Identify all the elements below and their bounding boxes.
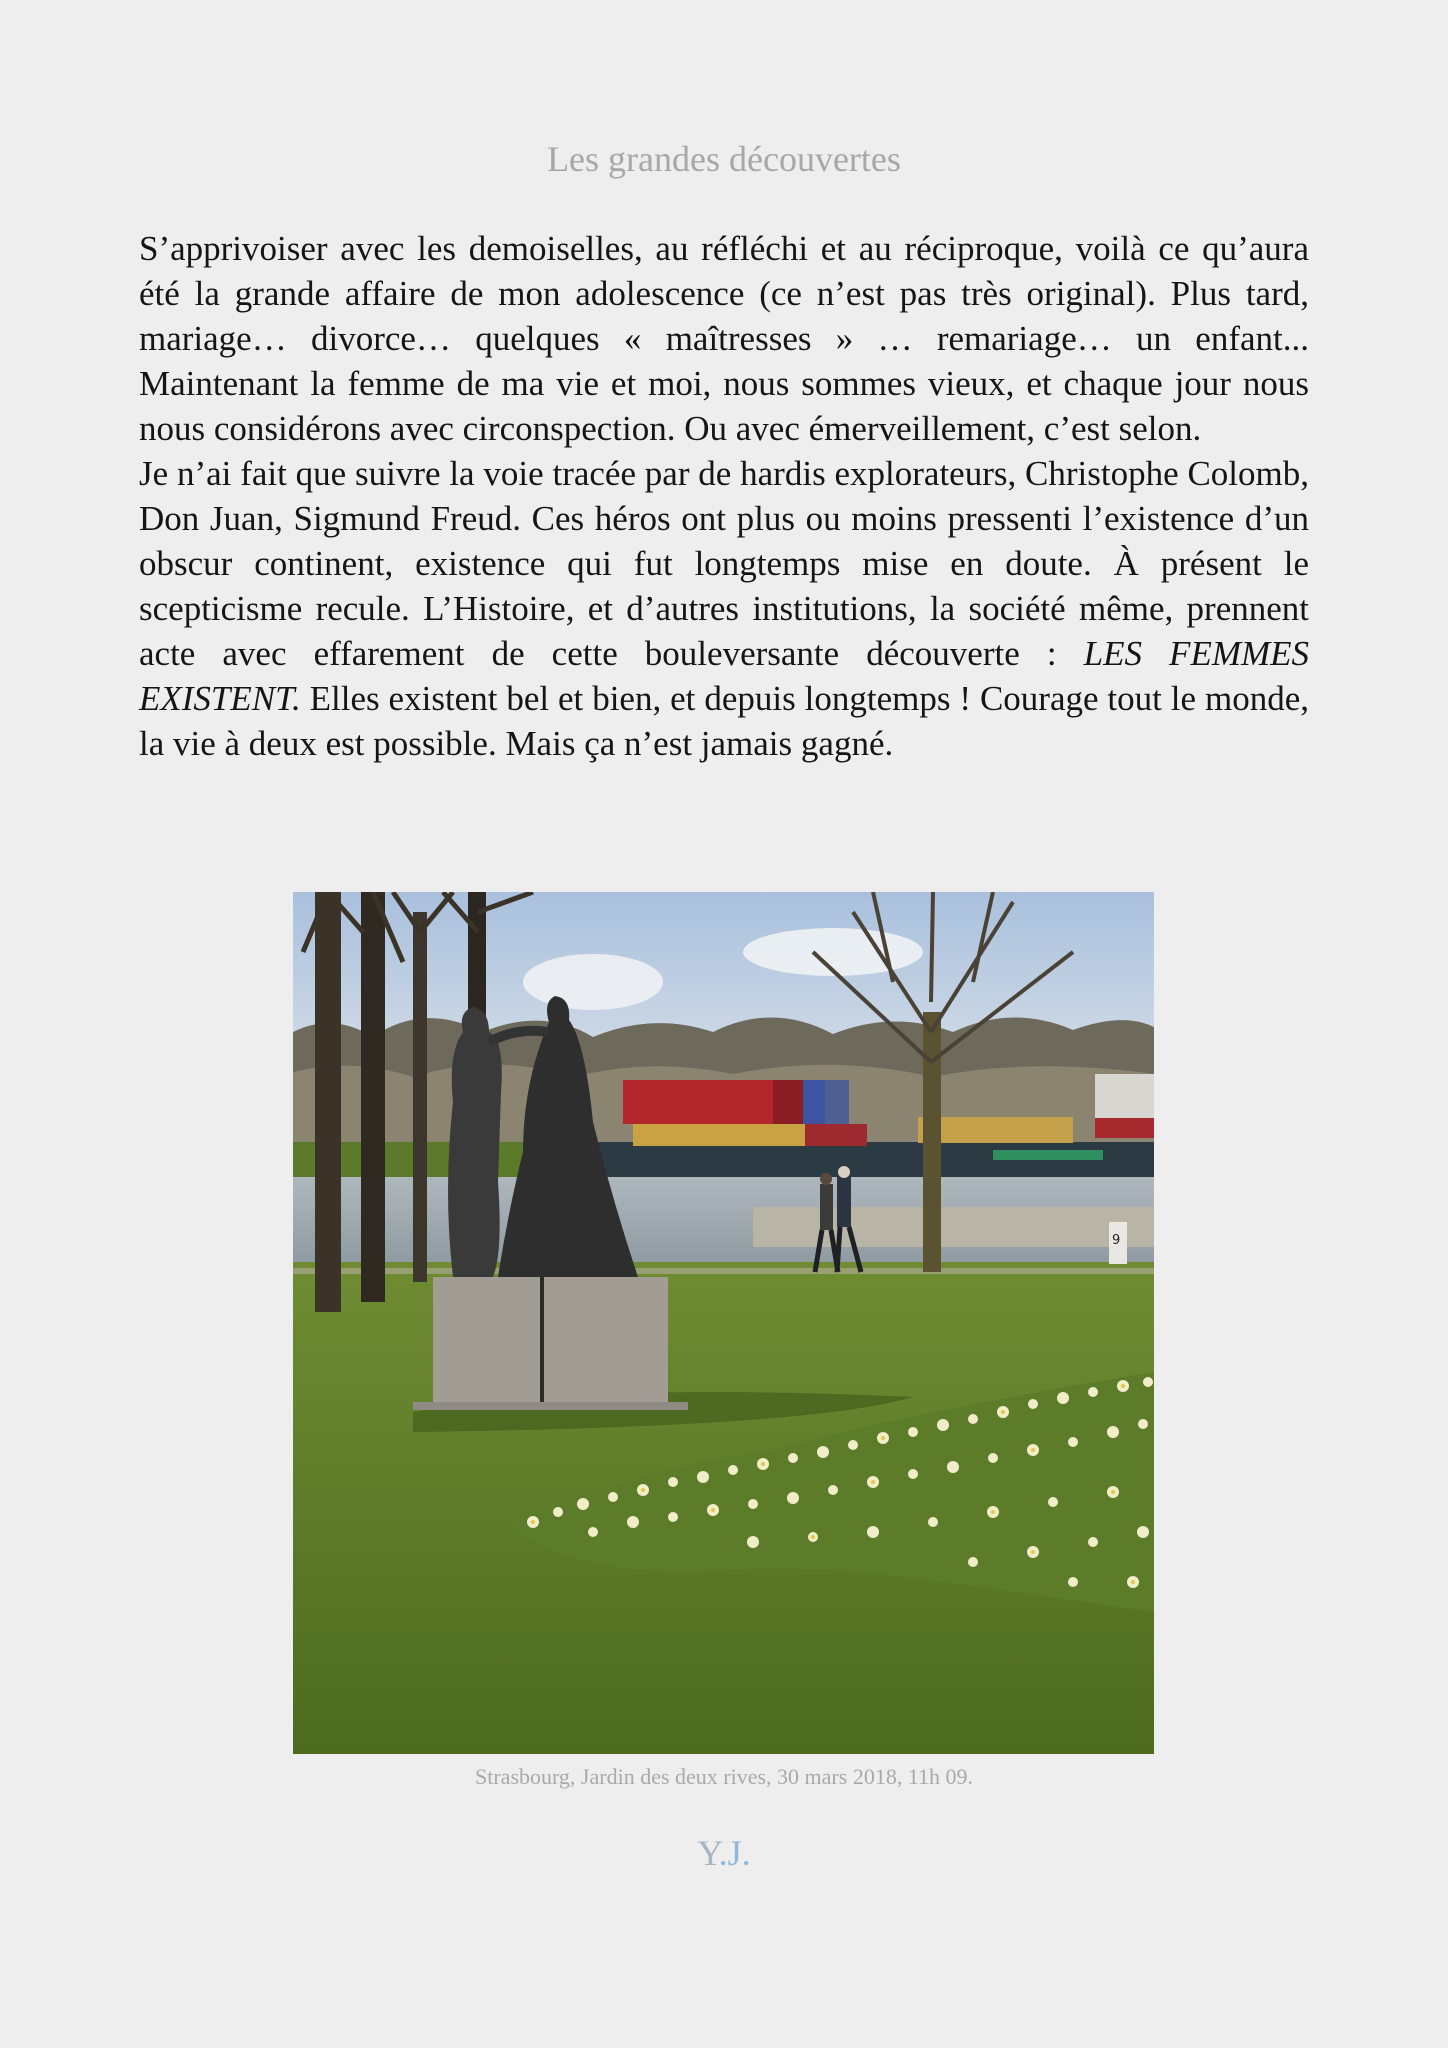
barge-green-stripe	[993, 1150, 1103, 1160]
container-yellow-2	[918, 1117, 1073, 1143]
statue-pedestal	[433, 1277, 668, 1405]
container-red-2	[773, 1080, 803, 1124]
body-text	[139, 226, 1309, 766]
container-red-3	[805, 1124, 867, 1146]
paragraph-2	[139, 451, 1309, 766]
signature-initial: Y	[697, 1833, 719, 1873]
container-red-4	[1095, 1118, 1154, 1138]
paragraph-1: S’apprivoiser avec les demoiselles, au réfléchi et au réciproque, voilà ce qu’aura été la grande affaire de mon adolescence (ce n’est pas très original). Plus tard, mariage… divorce… quelques « maîtresses » … remariage… un enfant... Maintenant la femme de ma vie et moi, nous sommes vieux, et chaque jour nous nous considérons avec circonspection. Ou avec émerveillement, c’est selon.	[139, 229, 1309, 448]
pedestal-joint	[540, 1277, 544, 1405]
paragraph-2-end: Elles existent bel et bien, et depuis longtemps ! Courage tout le monde, la vie à deux est possible. Mais ça n’est jamais gagné.	[139, 679, 1309, 763]
walker	[820, 1184, 833, 1230]
pedestal-base	[413, 1402, 688, 1410]
tree-trunk	[923, 1012, 941, 1272]
cloud	[523, 954, 663, 1010]
statue	[448, 1007, 502, 1277]
container-red	[623, 1080, 773, 1124]
paragraph-2-emphasis: LES FEMMES EXISTENT.	[139, 634, 1310, 718]
container-blue-2	[825, 1080, 849, 1124]
walker-head	[820, 1173, 832, 1185]
walker	[837, 1177, 851, 1227]
tree-trunk	[315, 892, 341, 1312]
signature-initial-second: J.	[727, 1833, 751, 1873]
paragraph-2-start: Je n’ai fait que suivre la voie tracée par de hardis explorateurs, Christophe Colomb, Don Juan, Sigmund Freud. Ces héros ont plus ou moins pressenti l’existence d’un obscur continent, existence qui fut longtemps mise en doute. À présent le scepticisme recule. L’Histoire, et d’autres institutions, la société même, prennent acte avec effarement de cette bouleversante découverte :	[139, 454, 1309, 673]
garden-photo-illustration	[293, 892, 1154, 1754]
milestone-label: 9	[1112, 1233, 1121, 1248]
river-wall	[753, 1207, 1154, 1247]
photo-caption: Strasbourg, Jardin des deux rives, 30 mars 2018, 11h 09.	[475, 1764, 973, 1789]
page-title: Les grandes découvertes	[547, 139, 901, 179]
tree-trunk	[361, 892, 385, 1302]
signature	[0, 1832, 1448, 1874]
signature-dot: .	[718, 1833, 728, 1873]
walker-head	[838, 1166, 850, 1178]
container-yellow	[633, 1124, 813, 1146]
container-blue	[803, 1080, 825, 1124]
tree-trunk	[413, 912, 427, 1282]
garden-photo	[293, 892, 1154, 1754]
container-white	[1095, 1074, 1154, 1118]
